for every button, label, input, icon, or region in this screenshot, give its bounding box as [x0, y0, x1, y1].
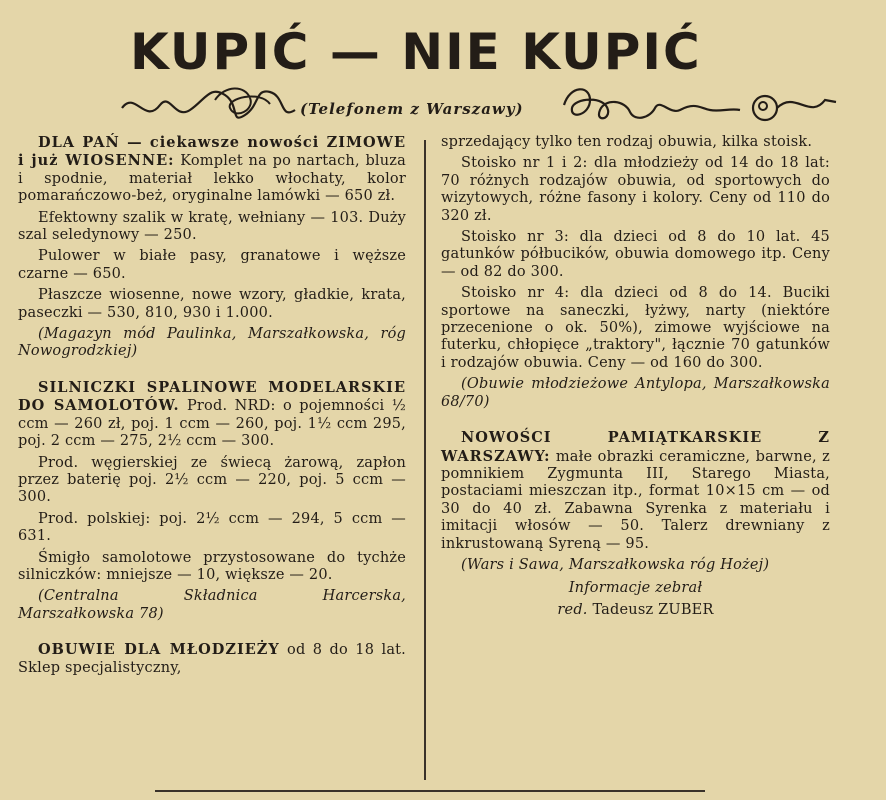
- right-column: [441, 134, 830, 623]
- section-heading: SILNICZKI SPALINOWE MODELARSKIE DO SAMOLOTÓW.: [18, 378, 406, 415]
- source-note: (Wars i Sawa, Marszałkowska róg Hożej): [461, 556, 770, 573]
- page-subtitle: (Telefonem z Warszawy): [300, 100, 524, 118]
- article-paragraph: NOWOŚCI PAMIĄTKARSKIE Z WARSZAWY: małe obrazki ceramiczne, barwne, z pomnikiem Zygmunta III, Starego Miasta, postaciami mieszczan itp., format 10×15 cm — od 30 do 40 zł. Zabawna Syrenka z materiału i imitacji włosów — 50. Talerz drewniany z inkrustowaną Syreną — 95.: [441, 429, 830, 552]
- section-heading: NOWOŚCI PAMIĄTKARSKIE Z WARSZAWY:: [441, 429, 830, 465]
- author-credit: red. Tadeusz ZUBER: [557, 601, 714, 618]
- article-paragraph: Stoisko nr 4: dla dzieci od 8 do 14. Buciki sportowe na saneczki, łyżwy, narty (niektóre przecenione o ok. 50%), zimowe wyjściowe na futerku, chłopięce „traktory", łącznie 70 gatunków i rodzajów obuwia. Ceny — od 160 do 300.: [441, 285, 830, 371]
- article-paragraph: Stoisko nr 3: dla dzieci od 8 do 10 lat. 45 gatunków półbucików, obuwia domowego itp. Ceny — od 82 do 300.: [441, 229, 830, 280]
- section-heading: DLA PAŃ — ciekawsze nowości ZIMOWE i już WIOSENNE:: [18, 134, 406, 170]
- left-squiggle-decoration: [120, 80, 300, 130]
- article-paragraph: SILNICZKI SPALINOWE MODELARSKIE DO SAMOLOTÓW. Prod. NRD: o pojemności ½ ccm — 260 zł, poj. 1 ccm — 260, poj. 1½ ccm 295, poj. 2 ccm — 275, 2½ ccm — 300.: [18, 378, 406, 450]
- article-paragraph: OBUWIE DLA MŁODZIEŻY od 8 do 18 lat. Sklep specjalistyczny,: [18, 641, 406, 676]
- article-paragraph: Śmigło samolotowe przystosowane do tychże silniczków: mniejsze — 10, większe — 20.: [18, 549, 406, 583]
- bottom-rule: [155, 790, 705, 792]
- article-paragraph: Pulower w białe pasy, granatowe i węższe czarne — 650.: [18, 248, 406, 282]
- source-note: (Obuwie młodzieżowe Antylopa, Marszałkowska 68/70): [441, 376, 830, 410]
- source-note: (Magazyn mód Paulinka, Marszałkowska, róg Nowogrodzkiej): [18, 326, 406, 360]
- author-name: Tadeusz ZUBER: [592, 601, 714, 618]
- article-paragraph: Efektowny szalik w kratę, wełniany — 103. Duży szal seledynowy — 250.: [18, 209, 406, 244]
- source-note: (Centralna Składnica Harcerska, Marszałkowska 78): [18, 588, 406, 622]
- page-title: KUPIĆ — NIE KUPIĆ: [130, 23, 702, 81]
- article-paragraph: Płaszcze wiosenne, nowe wzory, gładkie, krata, paseczki — 530, 810, 930 i 1.000.: [18, 287, 406, 321]
- column-divider: [424, 140, 426, 780]
- right-squiggle-decoration: [560, 80, 840, 130]
- article-paragraph: Prod. polskiej: poj. 2½ ccm — 294, 5 ccm — 631.: [18, 510, 406, 545]
- author-credit-label: Informacje zebrał: [568, 580, 703, 597]
- left-column: [18, 134, 406, 681]
- article-paragraph: Prod. węgierskiej ze świecą żarową, zapłon przez baterię poj. 2½ ccm — 220, poj. 5 ccm — 300.: [18, 454, 406, 506]
- article-paragraph: Stoisko nr 1 i 2: dla młodzieży od 14 do 18 lat: 70 różnych rodzajów obuwia, od sportowych do wizytowych, różne fasony i kolory. Ceny od 110 do 320 zł.: [441, 155, 830, 224]
- article-paragraph: sprzedający tylko ten rodzaj obuwia, kilka stoisk.: [441, 134, 813, 150]
- section-heading: OBUWIE DLA MŁODZIEŻY: [38, 641, 280, 659]
- article-paragraph: DLA PAŃ — ciekawsze nowości ZIMOWE i już WIOSENNE: Komplet na po nartach, bluza i spodnie, materiał lekko włochaty, kolor pomarańczowo-beż, oryginalne lamówki — 650 zł.: [18, 134, 406, 205]
